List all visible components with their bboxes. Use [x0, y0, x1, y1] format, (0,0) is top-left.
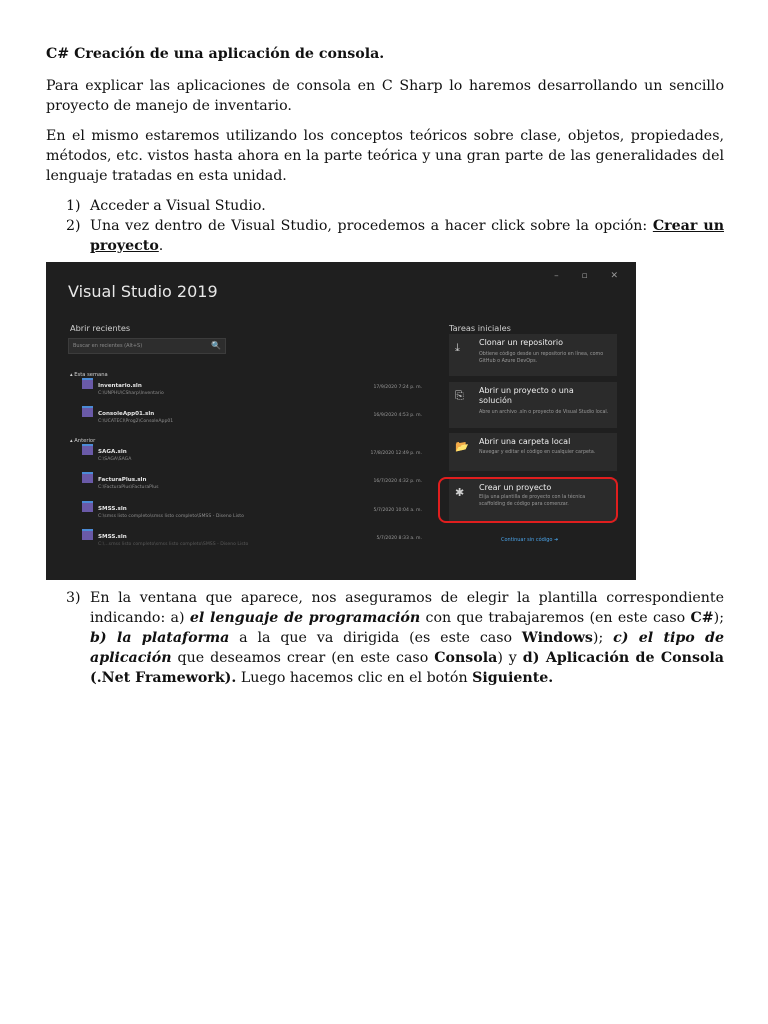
step-3	[46, 588, 724, 688]
recent-section-title: Abrir recientes	[70, 323, 131, 333]
recent-item-name: SAGA.sln	[98, 449, 127, 455]
step-2	[46, 216, 724, 256]
recent-item-name: ConsoleApp01.sln	[98, 411, 155, 417]
recent-item[interactable]	[82, 403, 422, 425]
step-text: que deseamos crear (en este caso	[171, 650, 435, 666]
step-text: con que trabajaremos (en este caso	[420, 610, 691, 626]
recent-item-name: SMSS.sln	[98, 506, 127, 512]
recent-item-name: SMSS.sln	[98, 534, 127, 540]
task-title: Clonar un repositorio	[479, 338, 564, 347]
recent-item[interactable]	[82, 526, 422, 548]
recent-item[interactable]	[82, 469, 422, 491]
search-icon: 🔍	[211, 341, 221, 350]
task-title: Abrir una carpeta local	[479, 437, 571, 446]
crear-proyecto-emphasis: Crear un proyecto	[90, 218, 725, 254]
recent-item-path: C:\UNPHU\CSharp\Inventario	[98, 391, 164, 396]
section-heading: C# Creación de una aplicación de consola.	[46, 46, 385, 62]
recent-item-date: 16/7/2020 4:32 p. m.	[373, 479, 422, 484]
task-open-folder[interactable]	[449, 433, 617, 471]
open-project-icon: ⎘	[455, 389, 464, 402]
step-number: 3)	[66, 590, 81, 606]
task-title: Abrir un proyecto o una solución	[479, 386, 574, 405]
clone-icon: ⤓	[455, 341, 460, 354]
recent-item-date: 5/7/2020 8:33 a. m.	[376, 536, 422, 541]
steps-list-continued	[46, 588, 724, 688]
solution-icon	[82, 501, 93, 512]
visual-studio-screenshot	[46, 262, 636, 580]
highlight-box	[438, 477, 618, 523]
vs-title: Visual Studio 2019	[68, 282, 218, 301]
emphasis-windows: Windows	[521, 630, 593, 646]
recent-item-path: C:\FacturaPlus\FacturaPlus	[98, 485, 159, 490]
recent-item-date: 16/9/2020 4:53 p. m.	[373, 413, 422, 418]
recent-search-input[interactable]	[68, 338, 226, 354]
search-placeholder: Buscar en recientes (Alt+S)	[73, 343, 143, 349]
recent-item-name: FacturaPlus.sln	[98, 477, 147, 483]
recent-item[interactable]	[82, 441, 422, 463]
emphasis-language: el lenguaje de programación	[189, 610, 421, 626]
step-1	[46, 196, 724, 216]
step-text: En la ventana que aparece, nos aseguramos de elegir la plantilla correspondiente indicando: a)	[90, 590, 724, 626]
continue-without-code-link[interactable]: Continuar sin código ➜	[501, 537, 559, 543]
recent-item[interactable]	[82, 498, 422, 520]
emphasis-console: Consola	[434, 650, 498, 666]
solution-icon	[82, 472, 93, 483]
step-text: Acceder a Visual Studio.	[90, 198, 266, 214]
step-end: .	[158, 238, 164, 254]
folder-icon: 📂	[455, 440, 469, 453]
group-previous[interactable]: ▴ Anterior	[70, 438, 96, 444]
recent-item-path: C:\SAGA\SAGA	[98, 457, 132, 462]
solution-icon	[82, 444, 93, 455]
recent-item[interactable]	[82, 375, 422, 397]
recent-item-date: 17/8/2020 12:49 p. m.	[370, 451, 422, 456]
recent-item-path: C:\...smss listo completo\smss listo completo\SMSS - Diseno Listo	[98, 542, 249, 547]
recent-item-path: C:\smss listo completo\smss listo completo\SMSS - Diseno Listo	[98, 514, 244, 519]
step-text: );	[592, 630, 614, 646]
new-project-icon: ✱	[455, 486, 465, 499]
emphasis-app-type: c) el tipo de aplicación	[90, 630, 725, 666]
step-text: Una vez dentro de Visual Studio, procedemos a hacer click sobre la opción:	[90, 218, 653, 234]
step-text: ) y	[497, 650, 523, 666]
steps-list	[46, 196, 724, 256]
recent-item-date: 5/7/2020 10:04 a. m.	[373, 508, 422, 513]
step-text: );	[713, 610, 724, 626]
task-description: Elija una plantilla de proyecto con la técnica scaffolding de código para comenzar.	[479, 495, 586, 507]
recent-item-date: 17/9/2020 7:24 p. m.	[373, 385, 422, 390]
window-controls: – ▫ ✕	[554, 271, 628, 281]
group-this-week[interactable]: ▴ Esta semana	[70, 372, 108, 378]
task-description: Navegar y editar el código en cualquier carpeta.	[479, 450, 596, 455]
task-description: Abre un archivo .sln o proyecto de Visual Studio local.	[479, 410, 609, 415]
solution-icon	[82, 378, 93, 389]
recent-item-name: Inventario.sln	[98, 383, 142, 389]
task-description: Obtiene código desde un repositorio en línea, como GitHub o Azure DevOps.	[479, 352, 604, 364]
recent-item-path: C:\UCATECI\Prog2\ConsoleApp01	[98, 419, 174, 424]
task-clone-repository[interactable]	[449, 334, 617, 376]
solution-icon	[82, 529, 93, 540]
paragraph-intro: Para explicar las aplicaciones de consola en C Sharp lo haremos desarrollando un sencillo proyecto de manejo de inventario.	[46, 78, 724, 114]
step-text: Luego hacemos clic en el botón	[236, 670, 473, 686]
task-open-project[interactable]	[449, 382, 617, 428]
emphasis-next: Siguiente.	[472, 670, 554, 686]
emphasis-console-app: d) Aplicación de Consola (.Net Framework).	[90, 650, 724, 686]
solution-icon	[82, 406, 93, 417]
paragraph-concepts: En el mismo estaremos utilizando los conceptos teóricos sobre clase, objetos, propiedades, métodos, etc. vistos hasta ahora en la parte teórica y una gran parte de las generalidades del lenguaje tratadas en esta unidad.	[46, 128, 724, 184]
emphasis-csharp: C#	[690, 610, 714, 626]
step-number: 1)	[66, 198, 81, 214]
step-number: 2)	[66, 218, 81, 234]
task-title: Crear un proyecto	[479, 483, 552, 492]
step-text: a la que va dirigida (es este caso	[229, 630, 522, 646]
document-body	[46, 44, 724, 688]
tasks-section-title: Tareas iniciales	[449, 323, 511, 333]
emphasis-platform: b) la plataforma	[90, 630, 230, 646]
